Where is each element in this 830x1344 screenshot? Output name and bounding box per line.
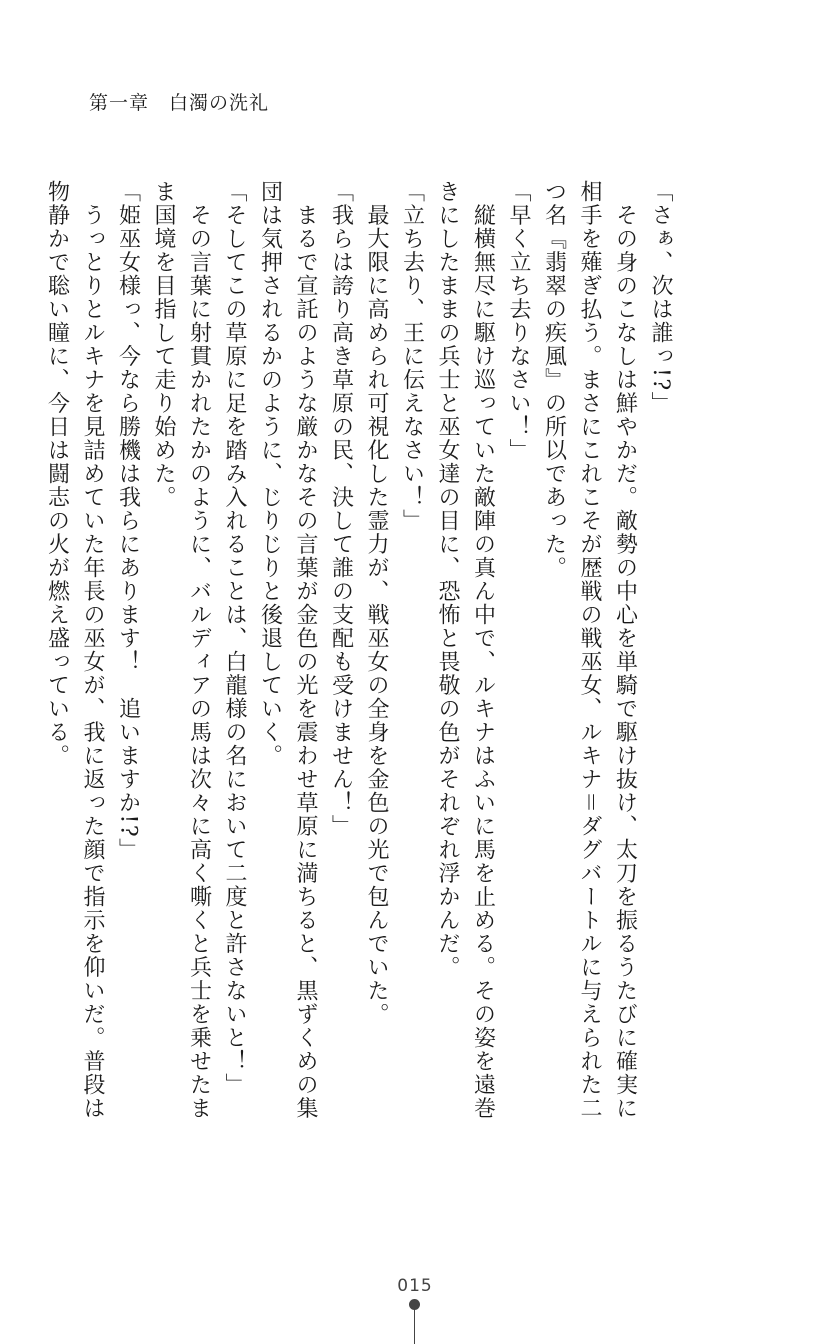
text-line: つ名『翡翠の疾風』の所以であった。 <box>541 180 567 580</box>
text-line: きにしたままの兵士と巫女達の目に、恐怖と畏敬の色がそれぞれ浮かんだ。 <box>435 180 460 979</box>
text-line: その身のこなしは鮮やかだ。敵勢の中心を単騎で駆け抜け、太刀を振るうたびに確実に <box>612 180 638 1120</box>
text-line: 団は気押されるかのように、じりじりと後退していく。 <box>257 180 283 768</box>
text-line: 「我らは誇り高き草原の民、決して誰の支配も受けません！」 <box>328 180 354 838</box>
text-line: 最大限に高められ可視化した霊力が、戦巫女の全身を金色の光で包んでいた。 <box>364 180 389 1026</box>
page-number: 015 <box>397 1276 433 1296</box>
text-line: 縦横無尽に駆け巡っていた敵陣の真ん中で、ルキナはふいに馬を止める。その姿を遠巻 <box>470 180 496 1120</box>
text-line: ま国境を目指して走り始めた。 <box>151 180 176 509</box>
text-line: 相手を薙ぎ払う。まさにこれこそが歴戦の戦巫女、ルキナ＝ダグバートルに与えられた二 <box>577 180 602 1121</box>
text-line: まるで宣託のような厳かなその言葉が金色の光を震わせ草原に満ちると、黒ずくめの集 <box>293 180 318 1120</box>
body-text <box>44 180 678 1121</box>
text-line: うっとりとルキナを見詰めていた年長の巫女が、我に返った顔で指示を仰いだ。普段は <box>80 180 105 1120</box>
text-line: その言葉に射貫かれたかのように、バルディアの馬は次々に高く嘶くと兵士を乗せたま <box>186 180 212 1120</box>
text-line: 「そしてこの草原に足を踏み入れることは、白龍様の名において二度と許さないと！」 <box>222 180 247 1097</box>
page-marker-line <box>414 1309 415 1344</box>
text-line: 「姫巫女様っ、今なら勝機は我らにあります！ 追いますか!?」 <box>115 180 141 862</box>
text-line: 「立ち去り、王に伝えなさい！」 <box>399 180 425 533</box>
text-line: 「さぁ、次は誰っ!?」 <box>648 180 673 416</box>
text-line: 「早く立ち去りなさい！」 <box>506 180 531 462</box>
text-line: 物静かで聡い瞳に、今日は闘志の火が燃え盛っている。 <box>44 180 70 768</box>
chapter-title: 第一章 白濁の洗礼 <box>89 92 270 114</box>
